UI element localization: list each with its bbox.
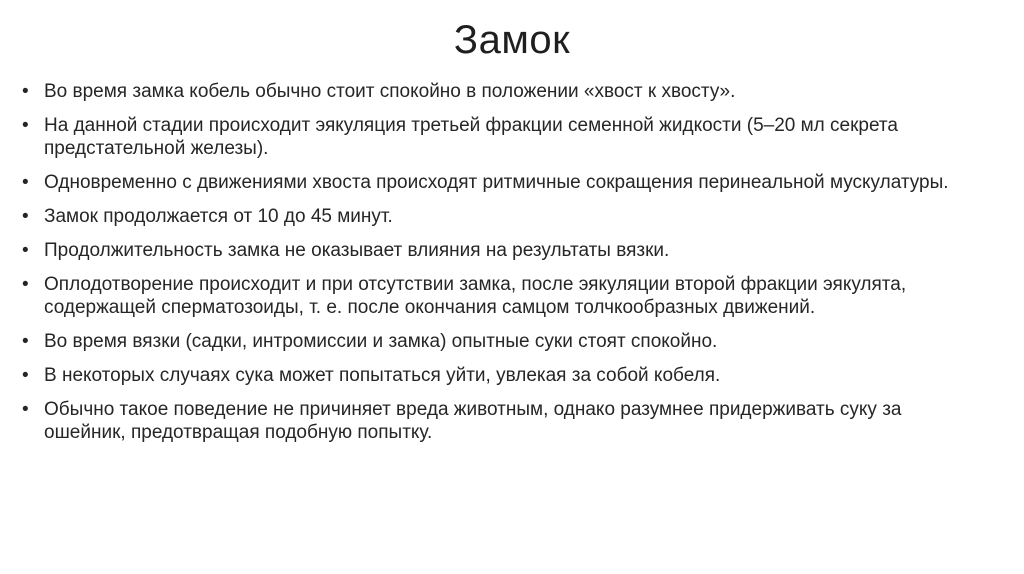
bullet-list	[20, 80, 980, 455]
bullet-text: Обычно такое поведение не причиняет вреда животным, однако разумнее придерживать суку за ошейник, предотвращая подобную попытку.	[44, 399, 902, 443]
bullet-item	[20, 364, 980, 387]
slide-title: Замок	[453, 18, 571, 62]
bullet-item	[20, 114, 980, 160]
bullet-dot-icon: •	[22, 365, 29, 386]
bullet-text: Продолжительность замка не оказывает влияния на результаты вязки.	[44, 240, 670, 261]
bullet-text: Одновременно с движениями хвоста происходят ритмичные сокращения перинеальной мускулатуры.	[44, 172, 949, 193]
bullet-item	[20, 205, 980, 228]
bullet-item	[20, 273, 980, 319]
bullet-text: Замок продолжается от 10 до 45 минут.	[44, 206, 393, 227]
bullet-dot-icon: •	[22, 240, 29, 261]
bullet-text: Во время вязки (садки, интромиссии и замка) опытные суки стоят спокойно.	[44, 331, 718, 352]
bullet-dot-icon: •	[22, 331, 29, 352]
bullet-text: Оплодотворение происходит и при отсутствии замка, после эякуляции второй фракции эякулята, содержащей сперматозоиды, т. е. после окончания самцом толчкообразных движений.	[44, 274, 907, 318]
bullet-item	[20, 398, 980, 444]
bullet-item	[20, 80, 980, 103]
bullet-text: В некоторых случаях сука может попытаться уйти, увлекая за собой кобеля.	[44, 365, 721, 386]
bullet-dot-icon: •	[22, 172, 29, 193]
bullet-dot-icon: •	[22, 81, 29, 102]
bullet-text: Во время замка кобель обычно стоит спокойно в положении «хвост к хвосту».	[44, 81, 736, 102]
bullet-dot-icon: •	[22, 206, 29, 227]
bullet-dot-icon: •	[22, 115, 29, 136]
bullet-text: На данной стадии происходит эякуляция третьей фракции семенной жидкости (5–20 мл секрета предстательной железы).	[44, 115, 898, 159]
bullet-dot-icon: •	[22, 399, 29, 420]
bullet-item	[20, 330, 980, 353]
bullet-dot-icon: •	[22, 274, 29, 295]
bullet-item	[20, 239, 980, 262]
bullet-item	[20, 171, 980, 194]
